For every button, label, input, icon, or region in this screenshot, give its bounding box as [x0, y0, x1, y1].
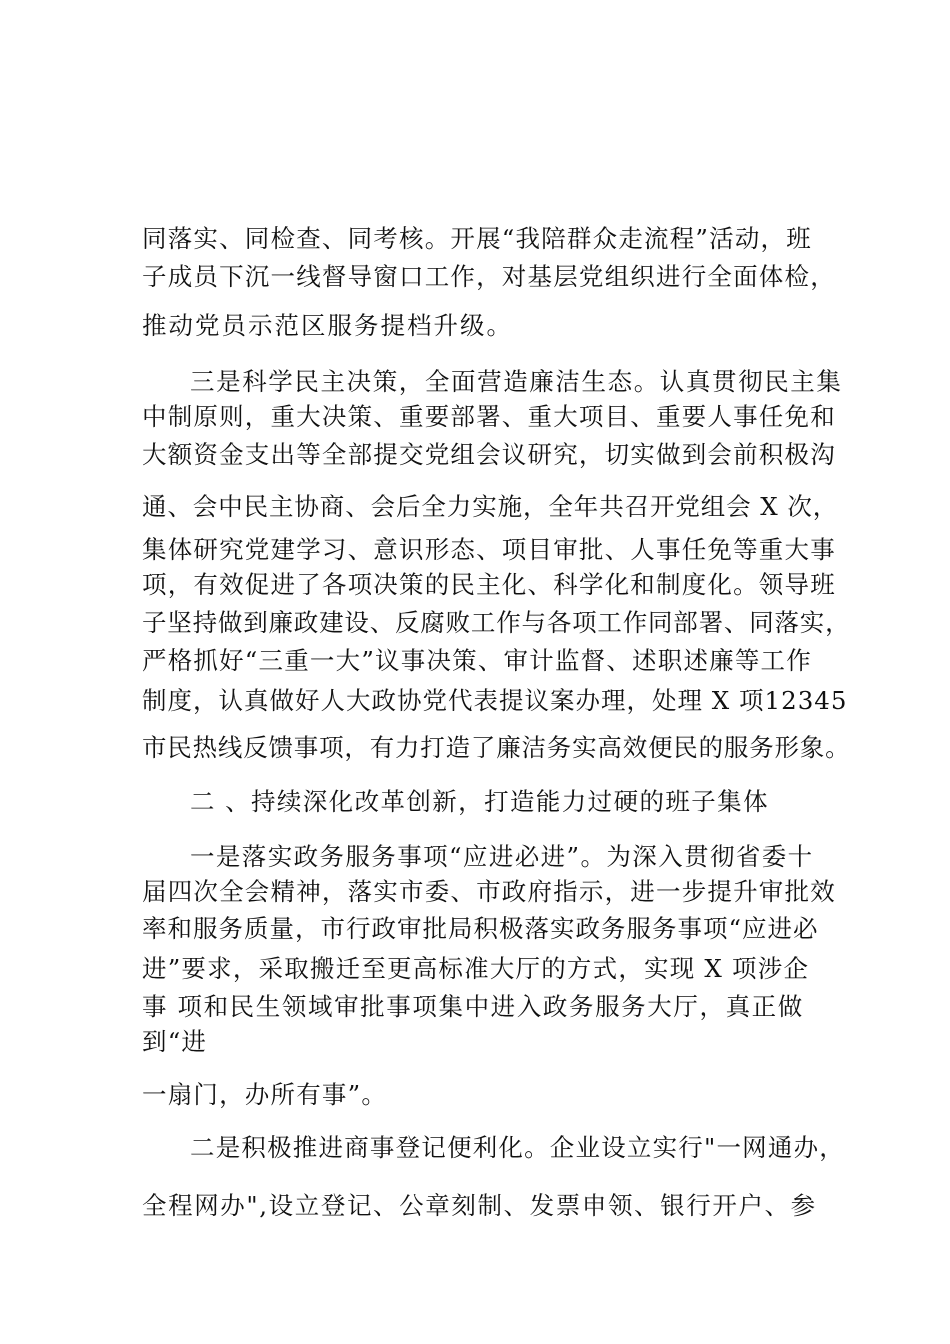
text-line: 到“进: [142, 1027, 208, 1056]
text-line: 大额资金支出等全部提交党组会议研究，切实做到会前积极沟: [142, 440, 836, 469]
text-line: 率和服务质量，市行政审批局积极落实政务服务事项“应进必: [142, 914, 819, 943]
text-line: 三是科学民主决策，全面营造廉洁生态。认真贯彻民主集: [190, 367, 843, 396]
text-line: 严格抓好“三重一大”议事决策、审计监督、述职述廉等工作: [142, 646, 812, 675]
text-line: 通、会中民主协商、会后全力实施，全年共召开党组会 X 次，: [142, 492, 839, 521]
text-line: 届四次全会精神，落实市委、市政府指示，进一步提升审批效: [142, 877, 836, 906]
text-line: 二是积极推进商事登记便利化。企业设立实行"一网通办，: [190, 1133, 845, 1162]
text-line: 全程网办",设立登记、公章刻制、发票申领、银行开户、参: [142, 1191, 817, 1220]
text-line: 事 项和民生领域审批事项集中进入政务服务大厅，真正做: [142, 992, 804, 1021]
text-line: 同落实、同检查、同考核。开展“我陪群众走流程”活动，班: [142, 224, 812, 253]
text-line: 中制原则，重大决策、重要部署、重大项目、重要人事任免和: [142, 402, 836, 431]
text-line: 推动党员示范区服务提档升级。: [142, 311, 513, 340]
text-line: 制度，认真做好人大政协党代表提议案办理，处理 X 项12345: [142, 686, 848, 715]
text-line: 子成员下沉一线督导窗口工作，对基层党组织进行全面体检，: [142, 262, 836, 291]
section-heading: 二 、持续深化改革创新，打造能力过硬的班子集体: [190, 787, 769, 816]
text-line: 子坚持做到廉政建设、反腐败工作与各项工作同部署、同落实，: [142, 608, 851, 637]
text-line: 集体研究党建学习、意识形态、项目审批、人事任免等重大事: [142, 535, 836, 564]
text-line: 一扇门，办所有事”。: [142, 1080, 388, 1109]
text-line: 项，有效促进了各项决策的民主化、科学化和制度化。领导班: [142, 570, 836, 599]
text-line: 市民热线反馈事项，有力打造了廉洁务实高效便民的服务形象。: [142, 733, 851, 762]
text-line: 进”要求，采取搬迁至更高标准大厅的方式，实现 X 项涉企: [142, 954, 810, 983]
text-line: 一是落实政务服务事项“应进必进”。为深入贯彻省委十: [190, 842, 814, 871]
